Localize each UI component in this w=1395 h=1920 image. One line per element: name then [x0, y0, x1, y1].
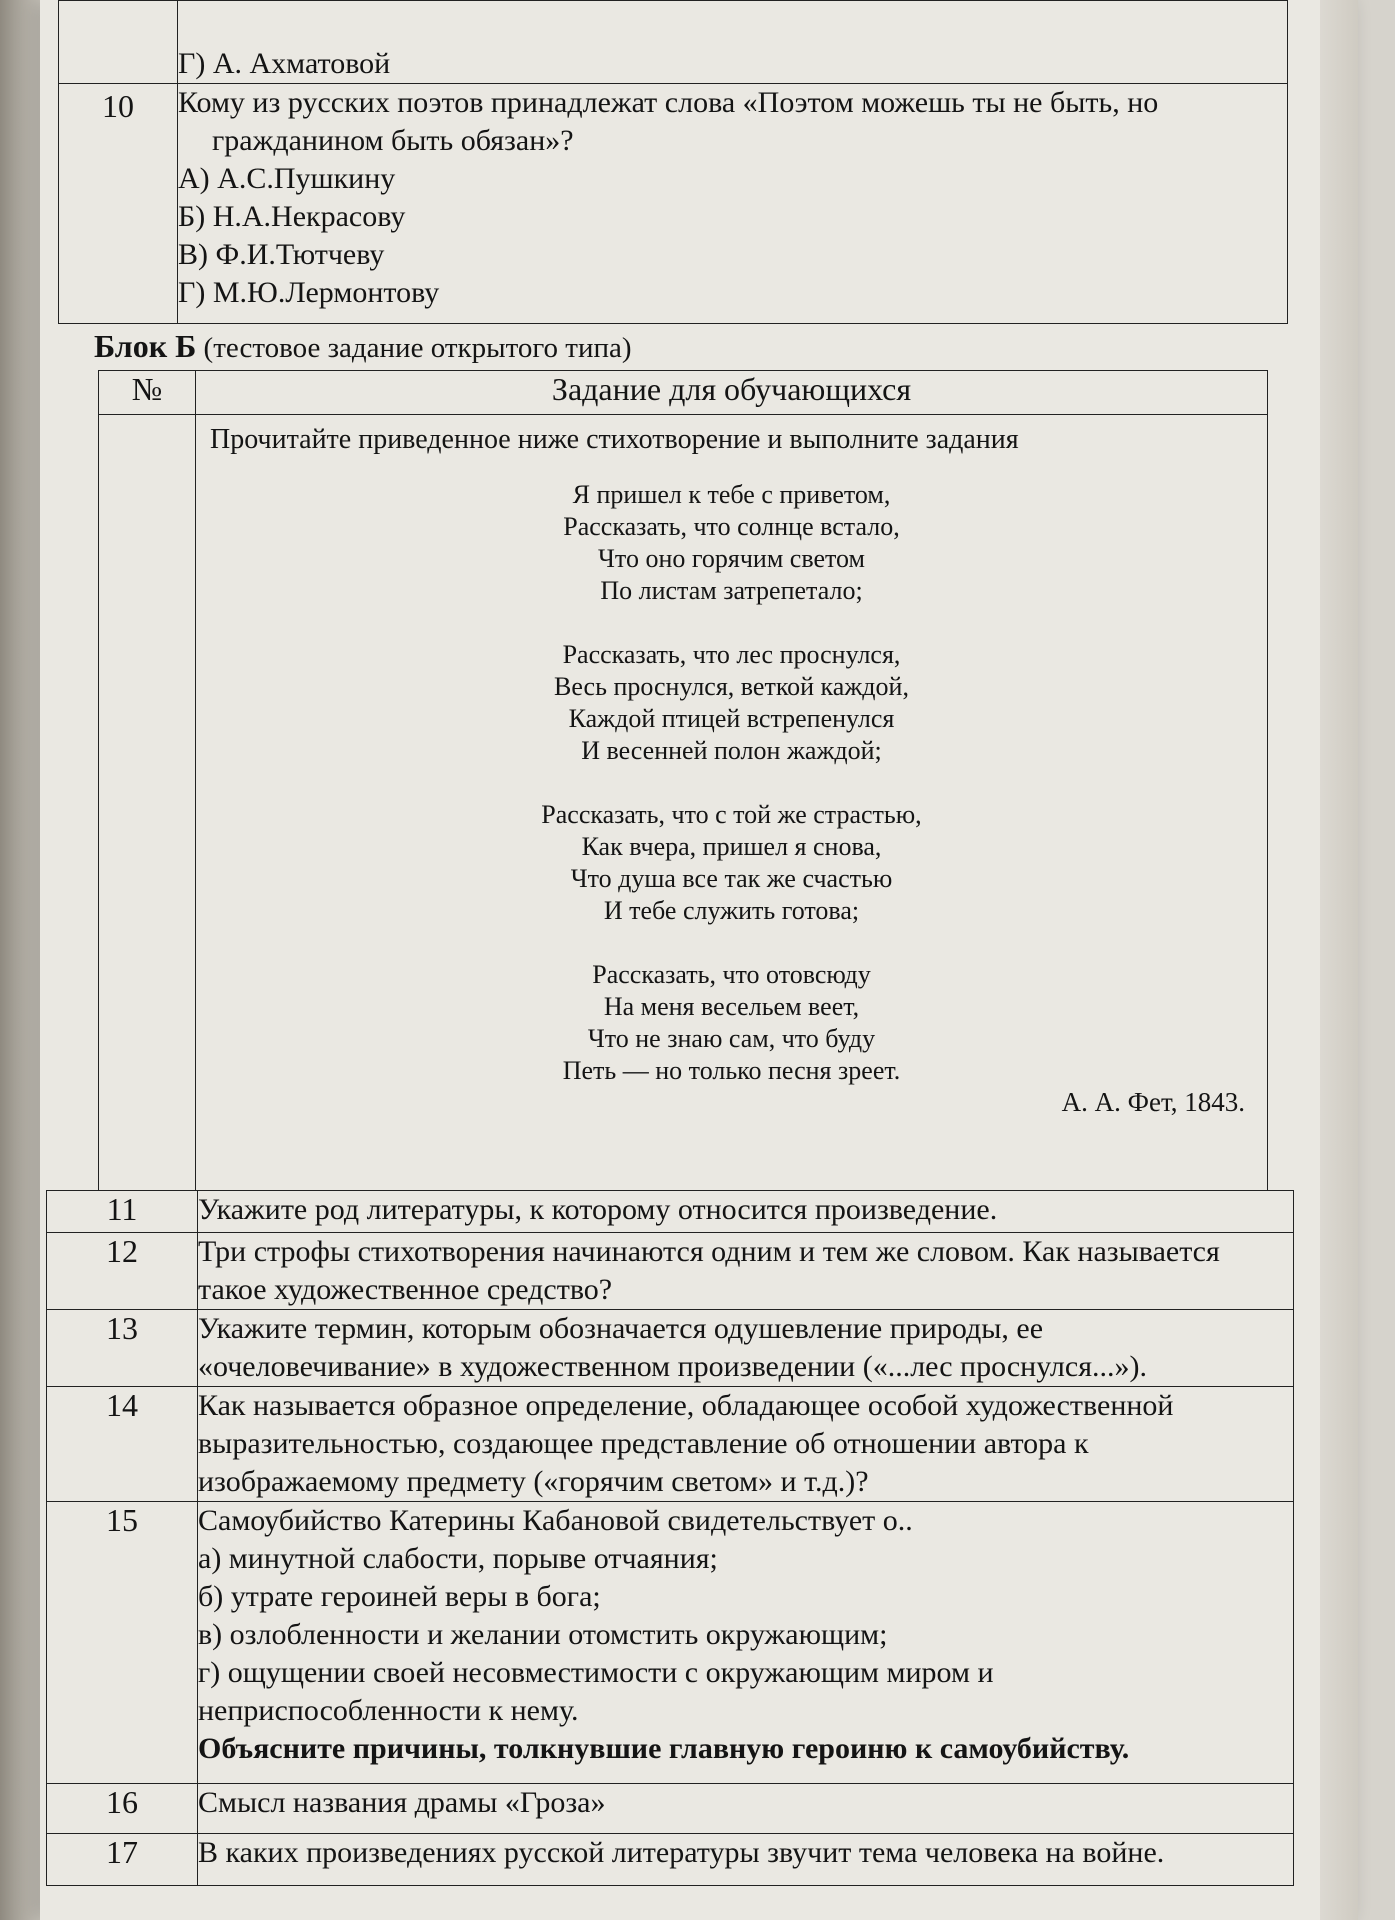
col-header-task: Задание для обучающихся [196, 371, 1268, 415]
q10-option-a: А) А.С.Пушкину [178, 162, 396, 195]
task-12-line2: такое художественное средство? [198, 1273, 613, 1306]
q10-number: 10 [59, 84, 178, 324]
table-edge-shadow [0, 0, 40, 1920]
poem-line: На меня весельем веет, [603, 992, 860, 1021]
q10-question-line2: гражданином быть обязан»? [212, 124, 574, 157]
task-15-instruction: Объясните причины, толкнувшие главную героиню к самоубийству. [198, 1732, 1130, 1765]
task-14-line3: изображаемому предмету («горячим светом» и т.д.)? [198, 1465, 869, 1498]
block-b-table [98, 370, 1268, 1191]
block-b-title-rest: (тестовое задание открытого типа) [196, 332, 632, 364]
poem-cell [196, 415, 1268, 1191]
task-15-option-b: б) утрате героиней веры в бога; [198, 1580, 601, 1613]
task-15-number: 15 [47, 1502, 198, 1784]
poem-num-cell [99, 415, 196, 1191]
block-b-title-bold: Блок Б [94, 328, 197, 364]
poem-line: Петь — но только песня зреет. [562, 1056, 901, 1085]
task-15-option-g-cont: неприспособленности к нему. [198, 1694, 579, 1727]
q10-option-v: В) Ф.И.Тютчеву [178, 238, 385, 271]
task-13-line2: «очеловечивание» в художественном произведении («...лес проснулся...»). [198, 1350, 1147, 1383]
task-15-text [198, 1502, 1294, 1784]
task-12-line1: Три строфы стихотворения начинаются одним и тем же словом. Как называется [198, 1235, 1220, 1268]
q10-option-g: Г) М.Ю.Лермонтову [178, 276, 440, 309]
poem-line: Что оно горячим светом [598, 544, 865, 573]
task-13-number: 13 [47, 1310, 198, 1387]
task-11-text: Укажите род литературы, к которому относится произведение. [198, 1191, 1294, 1233]
q10-option-b: Б) Н.А.Некрасову [178, 200, 406, 233]
poem-stanza-1 [210, 479, 1253, 607]
task-17-text: В каких произведениях русской литературы звучит тема человека на войне. [198, 1834, 1294, 1886]
task-14-line1: Как называется образное определение, обладающее особой художественной [198, 1389, 1174, 1422]
task-16-text: Смысл названия драмы «Гроза» [198, 1784, 1294, 1834]
q10-question-line1: Кому из русских поэтов принадлежат слова «Поэтом можешь ты не быть, но [178, 86, 1159, 119]
poem-line: Что душа все так же счастью [570, 864, 893, 893]
poem-instruction: Прочитайте приведенное ниже стихотворение и выполните задания [210, 424, 1019, 455]
poem-line: Весь проснулся, веткой каждой, [554, 672, 909, 701]
poem-stanza-2 [210, 639, 1253, 767]
q9-num-cell [59, 1, 178, 84]
poem-line: Что не знаю сам, что буду [587, 1024, 876, 1053]
poem-line: Я пришел к тебе с приветом, [572, 480, 891, 509]
poem-line: Рассказать, что отовсюду [592, 960, 871, 989]
q10-question [178, 84, 1288, 324]
tasks-table [46, 1190, 1294, 1886]
poem [210, 479, 1253, 1087]
page-right-edge [1320, 0, 1358, 1920]
task-17-number: 17 [47, 1834, 198, 1886]
poem-line: И тебе служить готова; [603, 896, 860, 925]
col-header-num: № [99, 371, 196, 415]
block-a-table [58, 0, 1288, 324]
task-13-line1: Укажите термин, которым обозначается одушевление природы, ее [198, 1312, 1044, 1345]
task-12-number: 12 [47, 1233, 198, 1310]
task-14-line2: выразительностью, создающее представление об отношении автора к [198, 1427, 1089, 1460]
task-15-option-g: г) ощущении своей несовместимости с окружающим миром и [198, 1656, 994, 1689]
task-12-text [198, 1233, 1294, 1310]
task-15-option-v: в) озлобленности и желании отомстить окружающим; [198, 1618, 888, 1651]
task-14-text [198, 1387, 1294, 1502]
poem-line: Как вчера, пришел я снова, [581, 832, 882, 861]
task-11-number: 11 [47, 1191, 198, 1233]
task-15-question: Самоубийство Катерины Кабановой свидетельствует о.. [198, 1504, 913, 1537]
task-13-text [198, 1310, 1294, 1387]
poem-author: А. А. Фет, 1843. [1061, 1087, 1245, 1117]
task-15-option-a: а) минутной слабости, порыве отчаяния; [198, 1542, 718, 1575]
poem-stanza-3 [210, 799, 1253, 927]
block-b-title [94, 328, 632, 365]
poem-line: Рассказать, что с той же страстью, [541, 800, 922, 829]
task-14-number: 14 [47, 1387, 198, 1502]
poem-line: И весенней полон жаждой; [581, 736, 882, 765]
task-16-number: 16 [47, 1784, 198, 1834]
poem-line: Каждой птицей встрепенулся [568, 704, 895, 733]
poem-line: Рассказать, что солнце встало, [563, 512, 900, 541]
q9-option-g: Г) А. Ахматовой [178, 1, 1288, 84]
poem-stanza-4 [210, 959, 1253, 1087]
poem-line: По листам затрепетало; [600, 576, 863, 605]
poem-line: Рассказать, что лес проснулся, [562, 640, 901, 669]
